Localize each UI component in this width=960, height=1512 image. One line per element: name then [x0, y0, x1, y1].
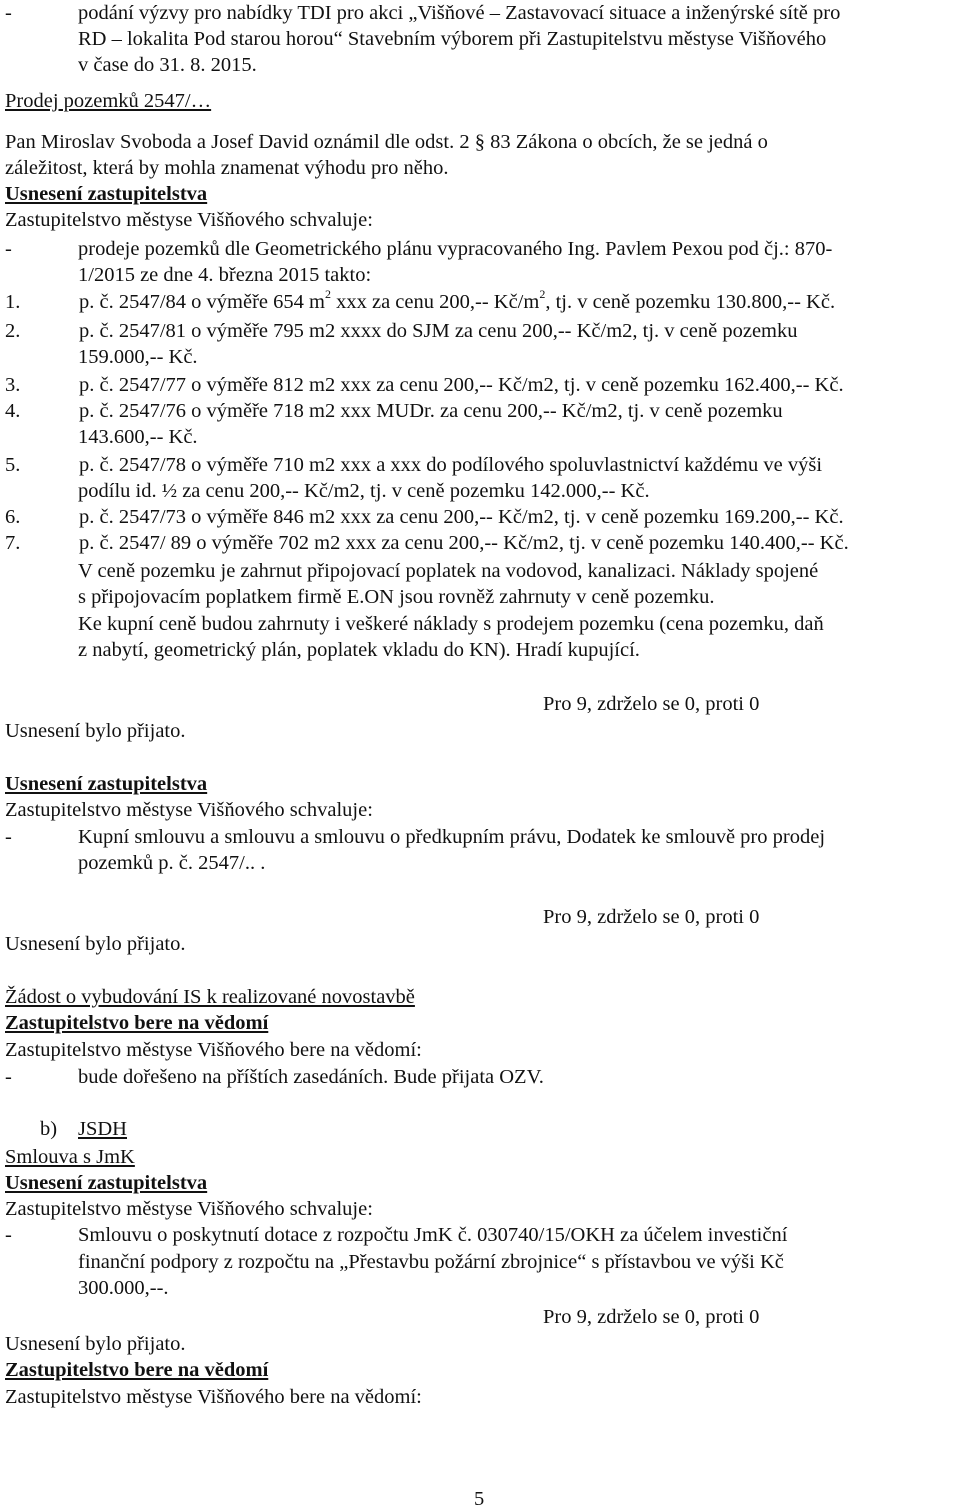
subsection-title-contract: Smlouva s JmK [5, 1146, 135, 1168]
resolution-heading: Usnesení zastupitelstva [5, 773, 208, 795]
parcel-item-2: 2. p. č. 2547/81 o výměře 795 m2 xxxx do SJM za cenu 200,-- Kč/m2, tj. v ceně pozemku [5, 320, 798, 342]
parcel-item-1: 1. p. č. 2547/84 o výměře 654 $m^2$ xxx za cenu 200,-- $Kč/m^2$, tj. v ceně pozemku 130.800,-- Kč. [5, 287, 836, 313]
item-number: 4. [5, 400, 21, 422]
section-label-b: b) [40, 1118, 58, 1140]
resolution-accepted: Usnesení bylo přijato. [5, 720, 186, 742]
parcel-item-6: 6. p. č. 2547/73 o výměře 846 m2 xxx za cenu 200,-- Kč/m2, tj. v ceně pozemku 169.200,-- Kč. [5, 506, 844, 528]
notes-line: Zastupitelstvo městyse Višňového bere na vědomí: [5, 1386, 422, 1408]
section-title-jsdh: JSDH [78, 1118, 127, 1140]
resolution-item-line-2: 1/2015 ze dne 4. března 2015 takto: [78, 264, 372, 286]
notes-line: Zastupitelstvo městyse Višňového bere na vědomí: [5, 1039, 422, 1061]
resolution-item-line-1: Smlouvu o poskytnutí dotace z rozpočtu JmK č. 030740/15/OKH za účelem investiční [78, 1224, 788, 1246]
parcel-item-2-cont: 159.000,-- Kč. [78, 346, 198, 368]
approves-line: Zastupitelstvo městyse Višňového schvaluje: [5, 1198, 373, 1220]
conflict-statement-line-1: Pan Miroslav Svoboda a Josef David oznámil dle odst. 2 § 83 Zákona o obcích, že se jedná o [5, 131, 768, 153]
approves-line: Zastupitelstvo městyse Višňového schvaluje: [5, 799, 373, 821]
item-number: 5. [5, 454, 21, 476]
item-number: 2. [5, 320, 21, 342]
approves-line: Zastupitelstvo městyse Višňového schvaluje: [5, 209, 373, 231]
bullet-dash: - [5, 238, 12, 260]
parcel-item-5-cont: podílu id. ½ za cenu 200,-- Kč/m2, tj. v ceně pozemku 142.000,-- Kč. [78, 480, 650, 502]
resolution-accepted: Usnesení bylo přijato. [5, 1333, 186, 1355]
notes-item: bude dořešeno na příštích zasedáních. Bude přijata OZV. [78, 1066, 544, 1088]
resolution-item-line-2: finanční podpory z rozpočtu na „Přestavbu požární zbrojnice“ s přístavbou ve výši Kč [78, 1251, 784, 1273]
notes-heading: Zastupitelstvo bere na vědomí [5, 1359, 269, 1381]
price-note-line-2: s připojovacím poplatkem firmě E.ON jsou rovněž zahrnuty v ceně pozemku. [78, 586, 715, 608]
vote-result: Pro 9, zdrželo se 0, proti 0 [543, 906, 760, 928]
section-title-utilities-request: Žádost o vybudování IS k realizované novostavbě [5, 986, 415, 1008]
resolution-accepted: Usnesení bylo přijato. [5, 933, 186, 955]
conflict-statement-line-2: záležitost, která by mohla znamenat výhodu pro něho. [5, 157, 449, 179]
resolution-heading: Usnesení zastupitelstva [5, 183, 208, 205]
parcel-item-7: 7. p. č. 2547/ 89 o výměře 702 m2 xxx za cenu 200,-- Kč/m2, tj. v ceně pozemku 140.400,-- Kč. [5, 532, 849, 554]
intro-line-2: RD – lokalita Pod starou horou“ Stavebním výborem při Zastupitelstvu městyse Višňového [78, 28, 827, 50]
costs-note-line-1: Ke kupní ceně budou zahrnuty i veškeré náklady s prodejem pozemku (cena pozemku, daň [78, 613, 824, 635]
costs-note-line-2: z nabytí, geometrický plán, poplatek vkladu do KN). Hradí kupující. [78, 639, 640, 661]
page-number: 5 [474, 1488, 485, 1510]
bullet-dash: - [5, 1066, 12, 1088]
bullet-dash: - [5, 1224, 12, 1246]
parcel-item-3: 3. p. č. 2547/77 o výměře 812 m2 xxx za cenu 200,-- Kč/m2, tj. v ceně pozemku 162.400,-- Kč. [5, 374, 844, 396]
vote-result: Pro 9, zdrželo se 0, proti 0 [543, 693, 760, 715]
resolution-item-line-1: prodeje pozemků dle Geometrického plánu vypracovaného Ing. Pavlem Pexou pod čj.: 870- [78, 238, 833, 260]
price-note-line-1: V ceně pozemku je zahrnut připojovací poplatek na vodovod, kanalizaci. Náklady spojené [78, 560, 819, 582]
resolution-heading: Usnesení zastupitelstva [5, 1172, 208, 1194]
resolution-item-line-2: pozemků p. č. 2547/.. . [78, 852, 266, 874]
item-number: 6. [5, 506, 21, 528]
item-number: 1. [5, 291, 21, 313]
intro-line-3: v čase do 31. 8. 2015. [78, 54, 257, 76]
item-number: 3. [5, 374, 21, 396]
parcel-item-5: 5. p. č. 2547/78 o výměře 710 m2 xxx a xxx do podílového spoluvlastnictví každému ve výši [5, 454, 823, 476]
section-title-sale: Prodej pozemků 2547/… [5, 90, 212, 112]
intro-line-1: podání výzvy pro nabídky TDI pro akci „Višňové – Zastavovací situace a inženýrské sítě pro [78, 2, 841, 24]
parcel-item-4: 4. p. č. 2547/76 o výměře 718 m2 xxx MUDr. za cenu 200,-- Kč/m2, tj. v ceně pozemku [5, 400, 783, 422]
resolution-item-line-3: 300.000,--. [78, 1277, 169, 1299]
parcel-item-4-cont: 143.600,-- Kč. [78, 426, 198, 448]
bullet-dash: - [5, 826, 12, 848]
resolution-item-line-1: Kupní smlouvu a smlouvu a smlouvu o předkupním právu, Dodatek ke smlouvě pro prodej [78, 826, 826, 848]
bullet-dash: - [5, 2, 12, 24]
item-number: 7. [5, 532, 21, 554]
notes-heading: Zastupitelstvo bere na vědomí [5, 1012, 269, 1034]
vote-result: Pro 9, zdrželo se 0, proti 0 [543, 1306, 760, 1328]
